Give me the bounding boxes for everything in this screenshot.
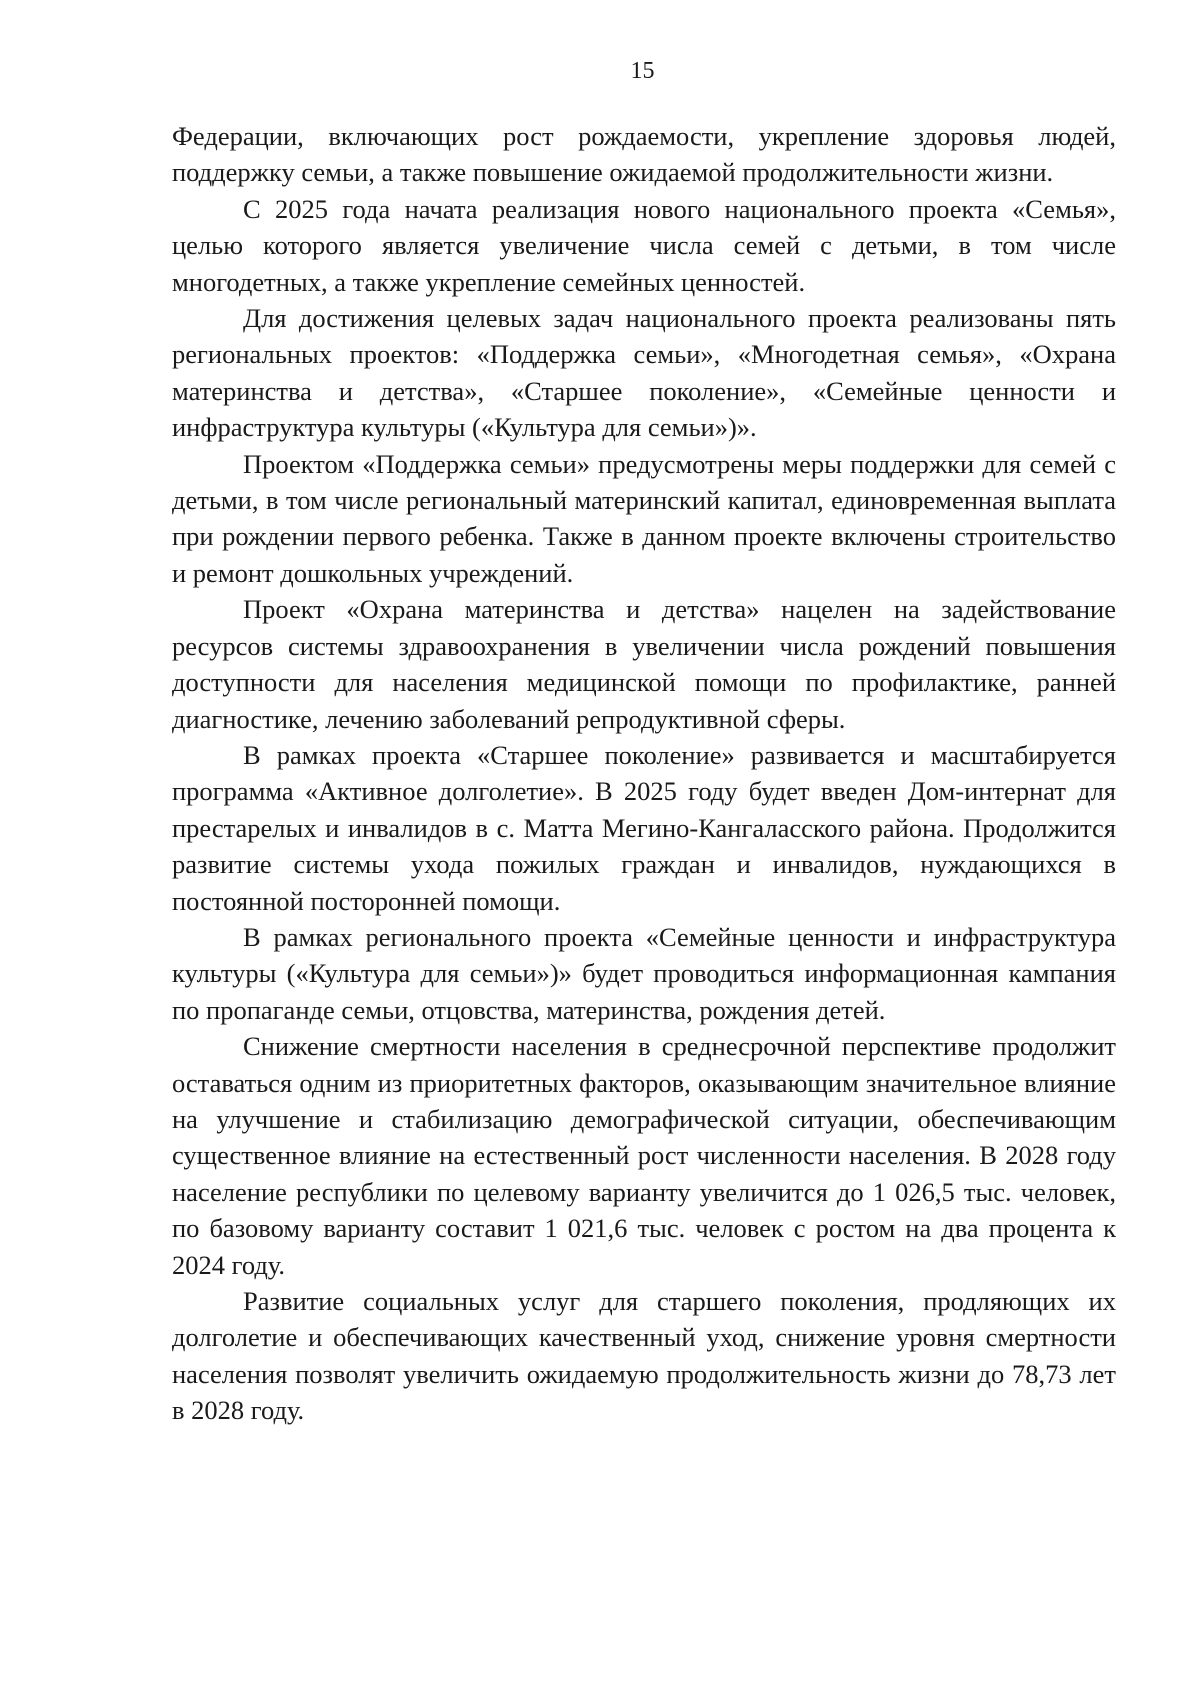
paragraph-3: Для достижения целевых задач национального проекта реализованы пять региональных проектов: «Поддержка семьи», «Многодетная семья», «Охрана материнства и детства», «Старшее поколение», «Семейные ценности и инфраструктура культуры («Культура для семьи»)». [172, 303, 1116, 443]
document-body [172, 118, 1116, 1429]
paragraph-1: Федерации, включающих рост рождаемости, укрепление здоровья людей, поддержку семьи, а также повышение ожидаемой продолжительности жизни. [172, 121, 1116, 188]
paragraph-8: Снижение смертности населения в среднесрочной перспективе продолжит оставаться одним из приоритетных факторов, оказывающим значительное влияние на улучшение и стабилизацию демографической ситуации, обеспечивающим существенное влияние на естественный рост численности населения. В 2028 году население республики по целевому варианту увеличится до 1 026,5 тыс. человек, по базовому варианту составит 1 021,6 тыс. человек с ростом на два процента к 2024 году. [172, 1031, 1116, 1280]
paragraph-9: Развитие социальных услуг для старшего поколения, продляющих их долголетие и обеспечивающих качественный уход, снижение уровня смертности населения позволят увеличить ожидаемую продолжительность жизни до 78,73 лет в 2028 году. [172, 1286, 1116, 1426]
paragraph-5: Проект «Охрана материнства и детства» нацелен на задействование ресурсов системы здравоохранения в увеличении числа рождений повышения доступности для населения медицинской помощи по профилактике, ранней диагностике, лечению заболеваний репродуктивной сферы. [172, 594, 1116, 734]
paragraph-4: Проектом «Поддержка семьи» предусмотрены меры поддержки для семей с детьми, в том числе региональный материнский капитал, единовременная выплата при рождении первого ребенка. Также в данном проекте включены строительство и ремонт дошкольных учреждений. [172, 448, 1116, 588]
paragraph-6: В рамках проекта «Старшее поколение» развивается и масштабируется программа «Активное долголетие». В 2025 году будет введен Дом-интернат для престарелых и инвалидов в с. Матта Мегино-Кангаласского района. Продолжится развитие системы ухода пожилых граждан и инвалидов, нуждающихся в постоянной посторонней помощи. [172, 739, 1116, 916]
paragraph-7: В рамках регионального проекта «Семейные ценности и инфраструктура культуры («Культура для семьи»)» будет проводиться информационная кампания по пропаганде семьи, отцовства, материнства, рождения детей. [172, 921, 1116, 1025]
page-number: 15 [630, 58, 655, 84]
paragraph-2: С 2025 года начата реализация нового национального проекта «Семья», целью которого является увеличение числа семей с детьми, в том числе многодетных, а также укрепление семейных ценностей. [172, 193, 1116, 297]
